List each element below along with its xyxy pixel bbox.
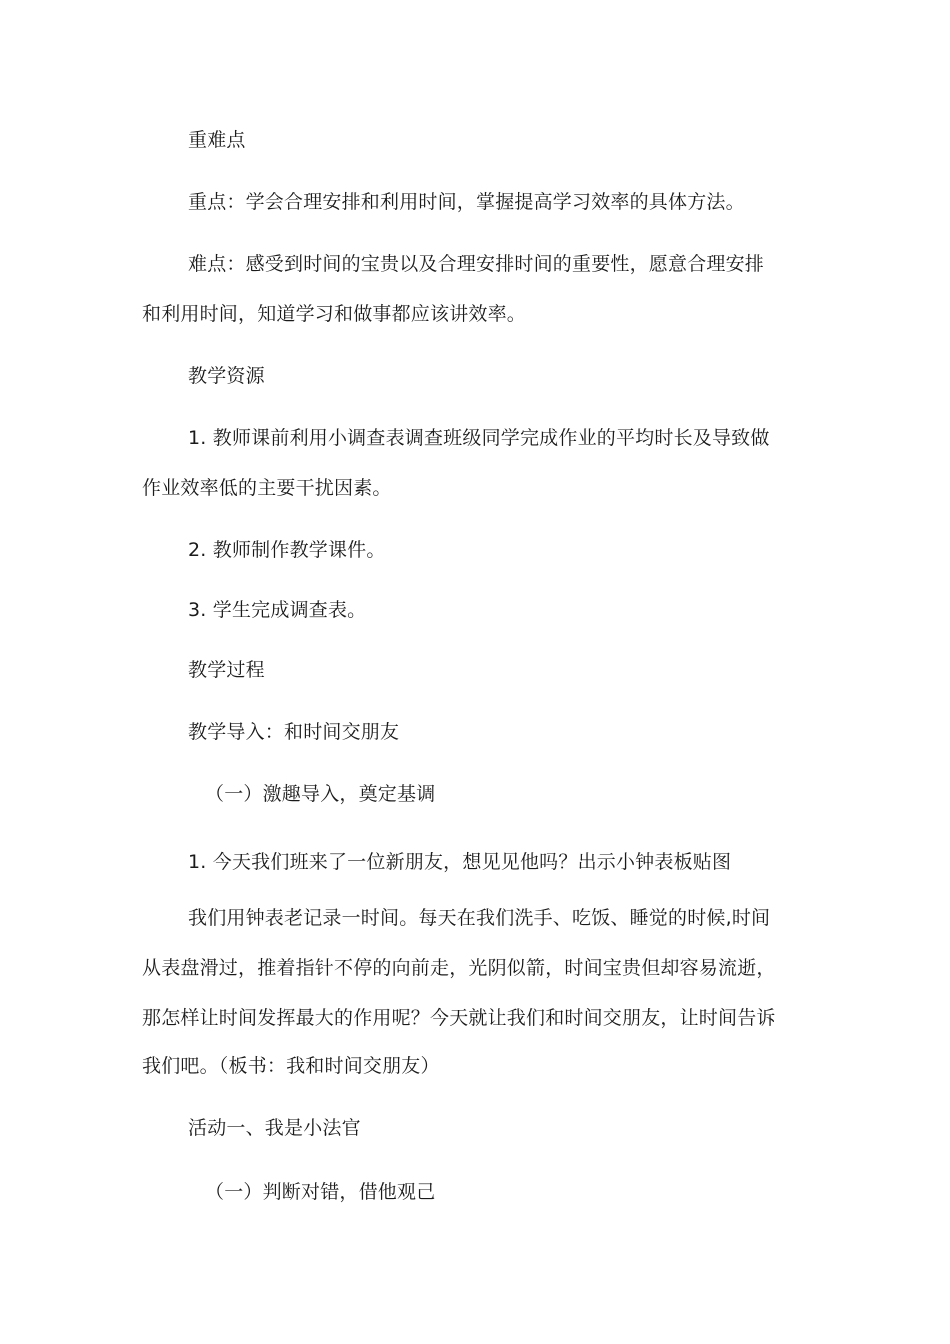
intro-paragraph-line-1: 我们用钟表老记录一时间。每天在我们洗手、吃饭、睡觉的时候,时间: [188, 907, 771, 929]
subsection-one-heading: （一）激趣导入，奠定基调: [205, 783, 436, 805]
difficult-point-paragraph-line-2: 和利用时间，知道学习和做事都应该讲效率。: [142, 303, 527, 325]
intro-paragraph-line-4: 我们吧。（板书：我和时间交朋友）: [142, 1055, 440, 1077]
teaching-introduction-heading: 教学导入：和时间交朋友: [188, 721, 400, 743]
key-point-paragraph: 重点：学会合理安排和利用时间，掌握提高学习效率的具体方法。: [188, 191, 745, 213]
resource-item-3: 3. 学生完成调查表。: [188, 599, 367, 621]
resource-item-1-line-2: 作业效率低的主要干扰因素。: [142, 477, 392, 499]
intro-item-1: 1. 今天我们班来了一位新朋友，想见见他吗？出示小钟表板贴图: [188, 851, 732, 873]
resource-item-2: 2. 教师制作教学课件。: [188, 539, 386, 561]
difficult-point-paragraph-line-1: 难点：感受到时间的宝贵以及合理安排时间的重要性，愿意合理安排: [188, 253, 765, 275]
intro-paragraph-line-3: 那怎样让时间发挥最大的作用呢？今天就让我们和时间交朋友，让时间告诉: [142, 1007, 776, 1029]
heading-key-difficult-points: 重难点: [188, 129, 246, 151]
intro-paragraph-line-2: 从表盘滑过，推着指针不停的向前走，光阴似箭，时间宝贵但却容易流逝，: [142, 957, 776, 979]
heading-teaching-process: 教学过程: [188, 659, 265, 681]
activity-one-heading: 活动一、我是小法官: [188, 1117, 361, 1139]
resource-item-1-line-1: 1. 教师课前利用小调查表调查班级同学完成作业的平均时长及导致做: [188, 427, 770, 449]
activity-one-subsection-heading: （一）判断对错，借他观己: [205, 1181, 436, 1203]
heading-teaching-resources: 教学资源: [188, 365, 265, 387]
